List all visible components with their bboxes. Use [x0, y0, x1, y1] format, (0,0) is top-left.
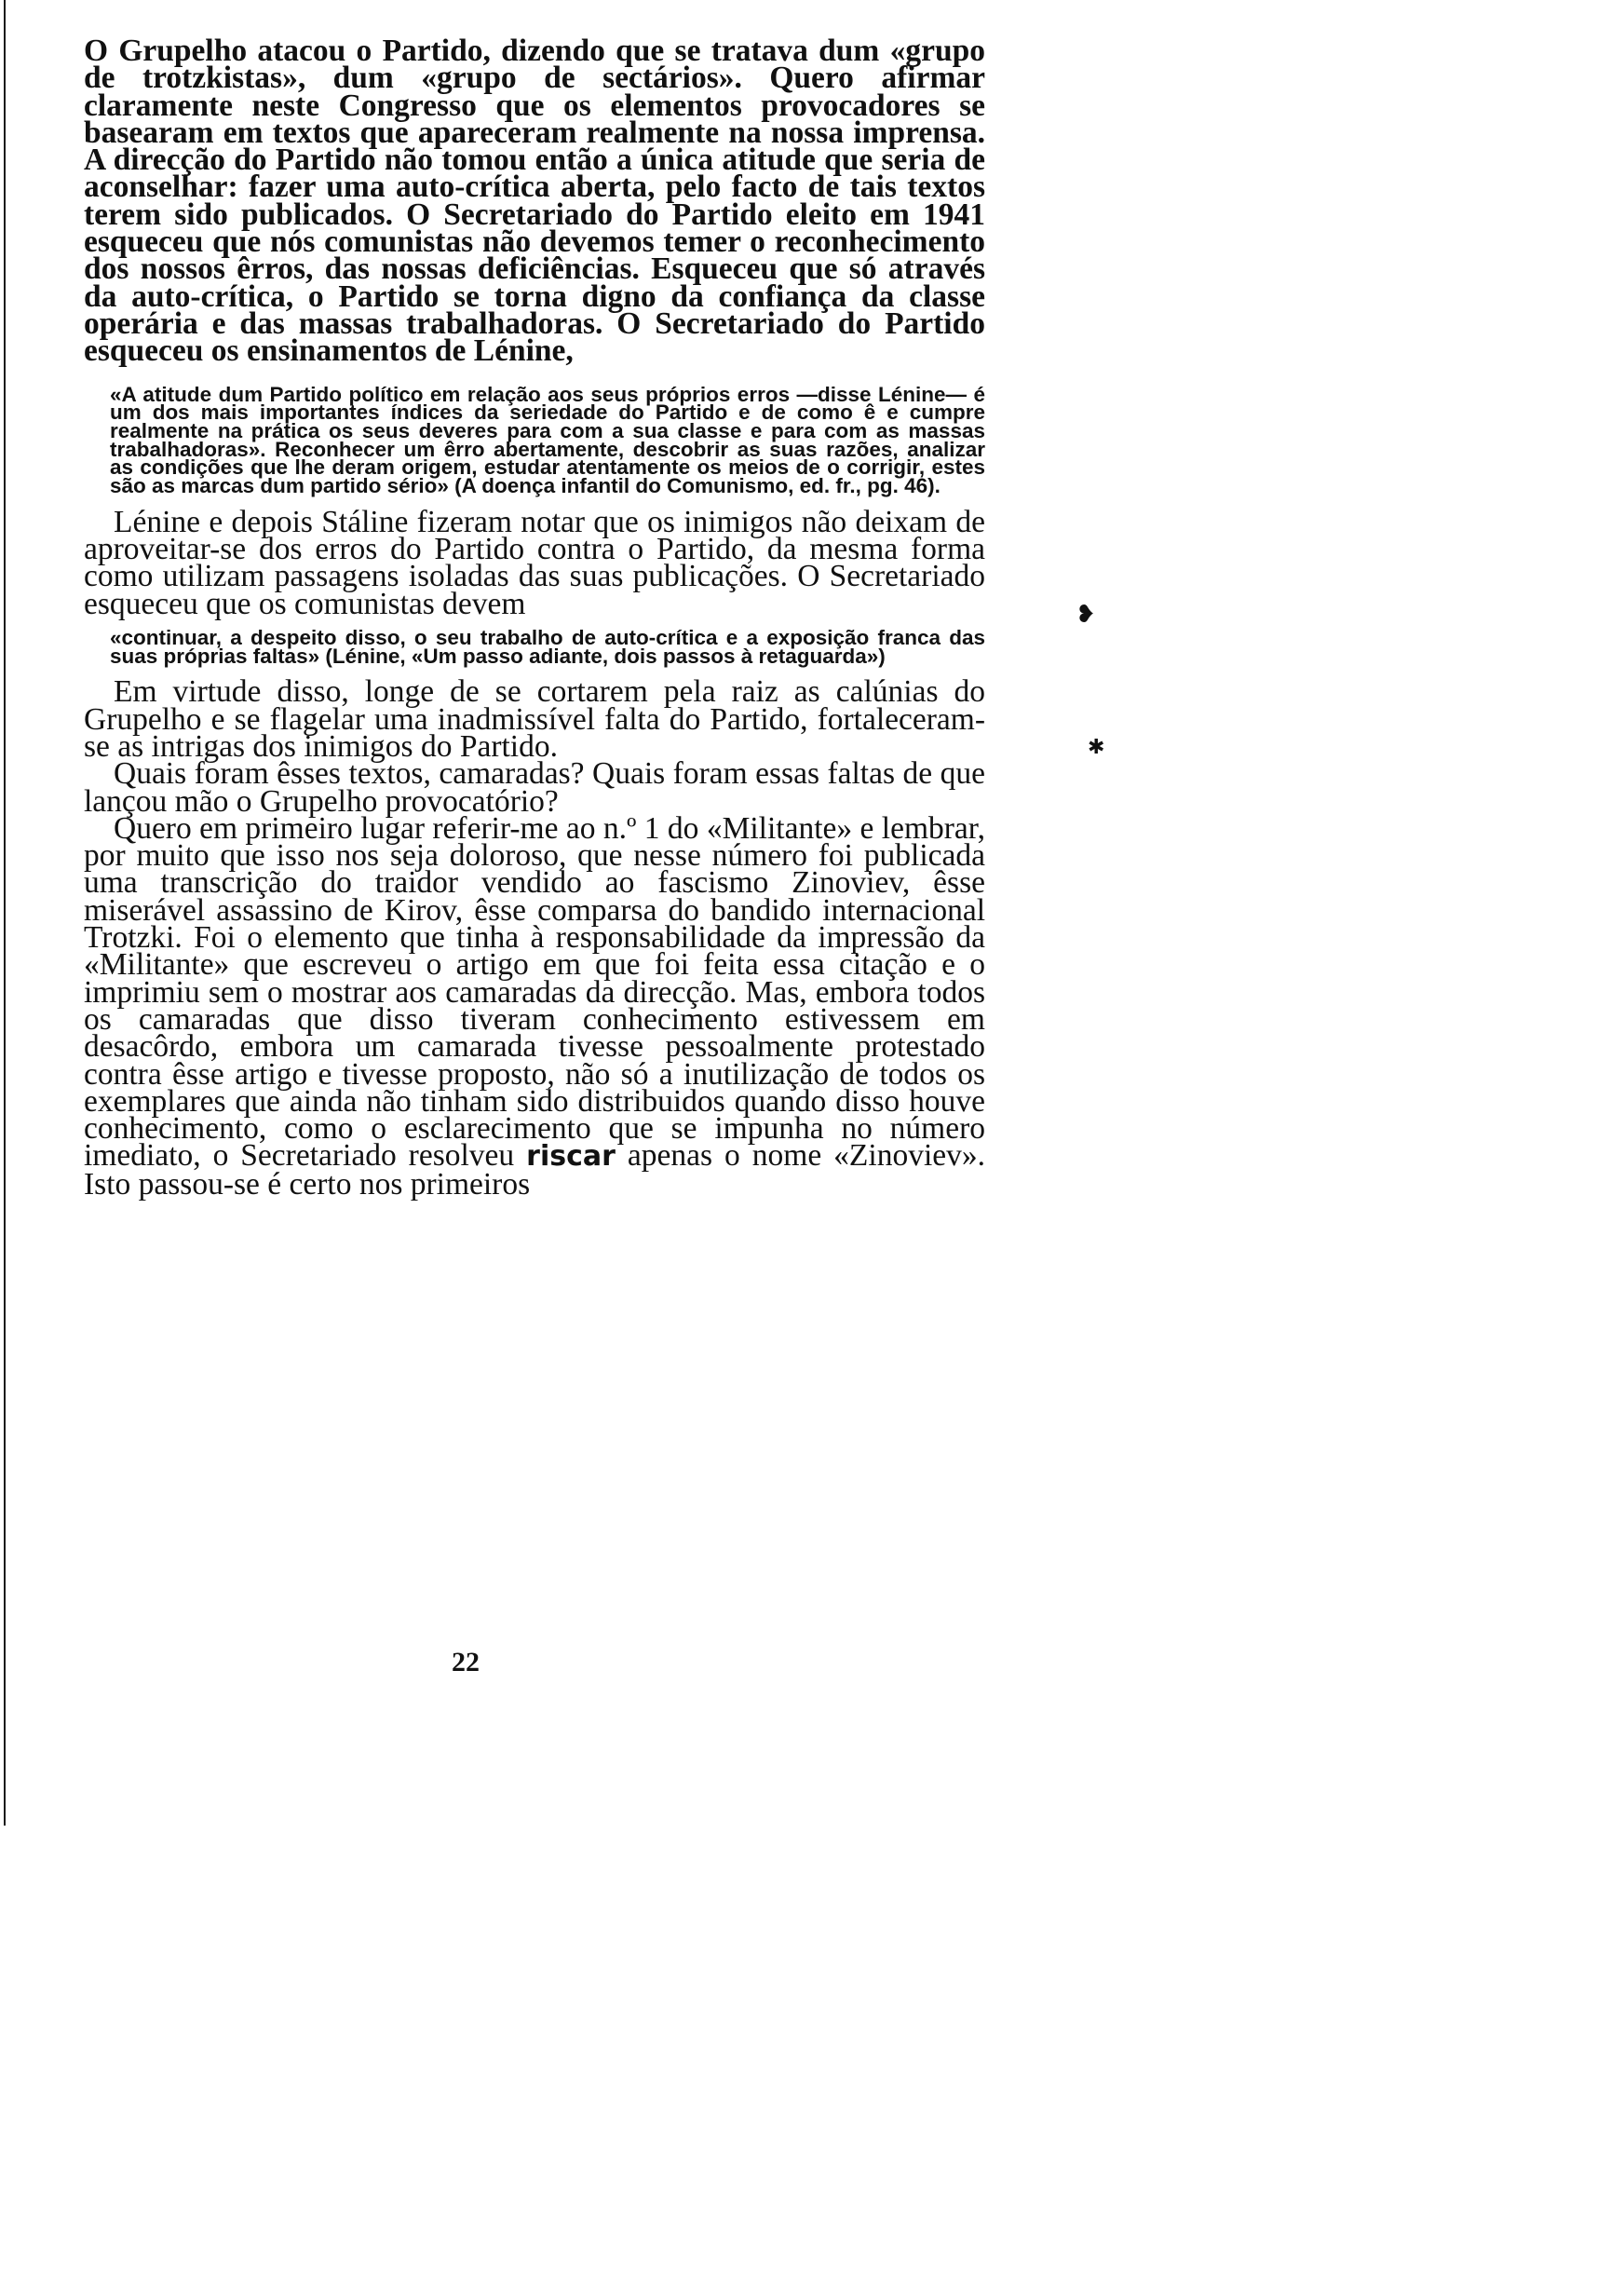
- paragraph-1: O Grupelho atacou o Partido, dizendo que se tratava dum «grupo de trotzkistas», dum «grupo de sectários». Quero afirmar claramente neste Congresso que os elementos provocadores se basearam em textos que apareceram realmente na nossa imprensa. A direcção do Partido não tomou então a única atitude que seria de aconselhar: fazer uma auto-crítica aberta, pelo facto de tais textos terem sido publicados. O Secretariado do Partido eleito em 1941 esqueceu que nós comunistas não devemos temer o reconhecimento dos nossos êrros, das nossas deficiências. Esqueceu que só através da auto-crítica, o Partido se torna digno da confiança da classe operária e das massas trabalhadoras. O Secretariado do Partido esqueceu os ensinamentos de Lénine,: [84, 34, 985, 369]
- paragraph-5-text-after: apenas o nome «Zinoviev». Isto passou-se é certo nos primeiros: [84, 1138, 986, 1202]
- paragraph-3: Em virtude disso, longe de se cortarem pela raiz as calúnias do Grupelho e se flagelar uma inadmissível falta do Partido, fortaleceram-se as intrigas dos inimigos do Partido.: [84, 674, 985, 764]
- emphasized-word-riscar: riscar: [526, 1140, 616, 1174]
- lenin-quote-1: «A atitude dum Partido político em relação aos seus próprios erros —disse Lénine— é um dos mais importantes índices da seriedade do Partido e de como ê e cumpre realmente na prática os seus deveres para com a sua classe e para com as massas trabalhadoras». Reconhecer um êrro abertamente, descobrir as suas razões, analizar as condições que lhe deram origem, estudar atentamente os meios de o corrigir, estes são as marcas dum partido sério» (A doença infantil do Comunismo, ed. fr., pg. 46).: [110, 382, 985, 498]
- page-edge-rule: [4, 0, 6, 1826]
- paragraph-5: [84, 810, 986, 1202]
- paragraph-4: Quais foram êsses textos, camaradas? Quais foram essas faltas de que lançou mão o Grupelho provocatório?: [84, 756, 985, 819]
- paragraph-5-text-before: Quero em primeiro lugar referir-me ao n.º 1 do «Militante» e lembrar, por muito que isso nos seja doloroso, que nesse número foi publicada uma transcrição do traidor vendido ao fascismo Zinoviev, êsse miserável assassino de Kirov, êsse comparsa do bandido internacional Trotzki. Foi o elemento que tinha à responsabilidade da impressão da «Militante» que escreveu o artigo em que foi feita essa citação e o imprimiu sem o mostrar aos camaradas da direcção. Mas, embora todos os camaradas que disso tiveram conhecimento estivessem em desacôrdo, embora um camarada tivesse pessoalmente protestado contra êsse artigo e tivesse proposto, não só a inutilização de todos os exemplares que ainda não tinham sido distribuidos quando disso houve conhecimento, como o esclarecimento que se impunha no número imediato, o Secretariado resolveu: [84, 810, 985, 1174]
- ink-blot-mark: ❥: [1076, 601, 1096, 629]
- ink-speck-mark: ✱: [1088, 736, 1105, 759]
- page-number: 22: [452, 1647, 480, 1677]
- lenin-quote-2: «continuar, a despeito disso, o seu trabalho de auto-crítica e a exposição franca das suas próprias faltas» (Lénine, «Um passo adiante, dois passos à retaguarda»): [110, 625, 985, 668]
- paragraph-2: Lénine e depois Stáline fizeram notar que os inimigos não deixam de aproveitar-se dos erros do Partido contra o Partido, da mesma forma como utilizam passagens isoladas das suas publicações. O Secretariado esqueceu que os comunistas devem: [84, 504, 985, 621]
- document-page: [84, 34, 986, 1202]
